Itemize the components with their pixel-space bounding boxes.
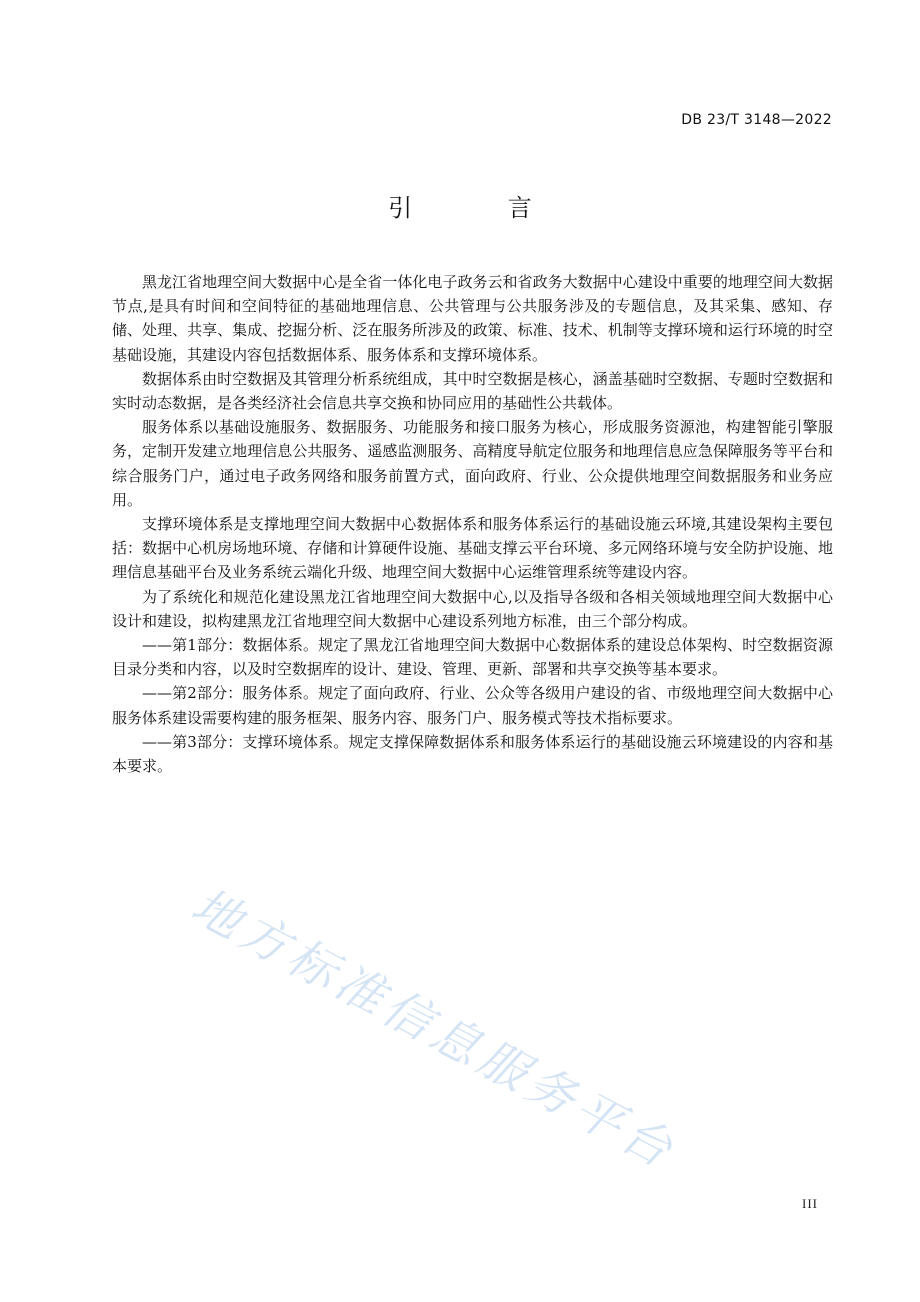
paragraph-data-system: 数据体系由时空数据及其管理分析系统组成，其中时空数据是核心，涵盖基础时空数据、专题时空数据和实时动态数据，是各类经济社会信息共享交换和协同应用的基础性公共载体。 <box>112 369 833 413</box>
page-number: III <box>802 1196 818 1211</box>
paragraph-overview: 黑龙江省地理空间大数据中心是全省一体化电子政务云和省政务大数据中心建设中重要的地理空间大数据节点,是具有时间和空间特征的基础地理信息、公共管理与公共服务涉及的专题信息，及其采集、感知、存储、处理、共享、集成、挖掘分析、泛在服务所涉及的政策、标准、技术、机制等支撑环境和运行环境的时空基础设施，其建设内容包括数据体系、服务体系和支撑环境体系。 <box>112 273 833 364</box>
paragraph-part-2: ——第2部分：服务体系。规定了面向政府、行业、公众等各级用户建设的省、市级地理空间大数据中心服务体系建设需要构建的服务框架、服务内容、服务门户、服务模式等技术指标要求。 <box>112 684 833 727</box>
paragraph-part-1: ——第1部分：数据体系。规定了黑龙江省地理空间大数据中心数据体系的建设总体架构、时空数据资源目录分类和内容，以及时空数据库的设计、建设、管理、更新、部署和共享交换等基本要求。 <box>112 636 833 679</box>
introduction-body <box>112 270 833 778</box>
standard-code: DB 23/T 3148—2022 <box>681 112 832 128</box>
paragraph-service-system: 服务体系以基础设施服务、数据服务、功能服务和接口服务为核心，形成服务资源池，构建智能引擎服务，定制开发建立地理信息公共服务、遥感监测服务、高精度导航定位服务和地理信息应急保障服务等平台和综合服务门户，通过电子政务网络和服务前置方式，面向政府、行业、公众提供地理空间数据服务和业务应用。 <box>112 418 833 509</box>
paragraph-support-environment: 支撑环境体系是支撑地理空间大数据中心数据体系和服务体系运行的基础设施云环境,其建设架构主要包括：数据中心机房场地环境、存储和计算硬件设施、基础支撑云平台环境、多元网络环境与安全防护设施、地理信息基础平台及业务系统云端化升级、地理空间大数据中心运维管理系统等建设内容。 <box>112 515 833 582</box>
section-title: 引 言 <box>388 194 576 222</box>
paragraph-part-3: ——第3部分：支撑环境体系。规定支撑保障数据体系和服务体系运行的基础设施云环境建设的内容和基本要求。 <box>112 732 833 776</box>
paragraph-standard-series: 为了系统化和规范化建设黑龙江省地理空间大数据中心,以及指导各级和各相关领域地理空间大数据中心设计和建设，拟构建黑龙江省地理空间大数据中心建设系列地方标准，由三个部分构成。 <box>112 587 833 630</box>
watermark-text: 地方标准信息服务平台 <box>182 877 686 1181</box>
